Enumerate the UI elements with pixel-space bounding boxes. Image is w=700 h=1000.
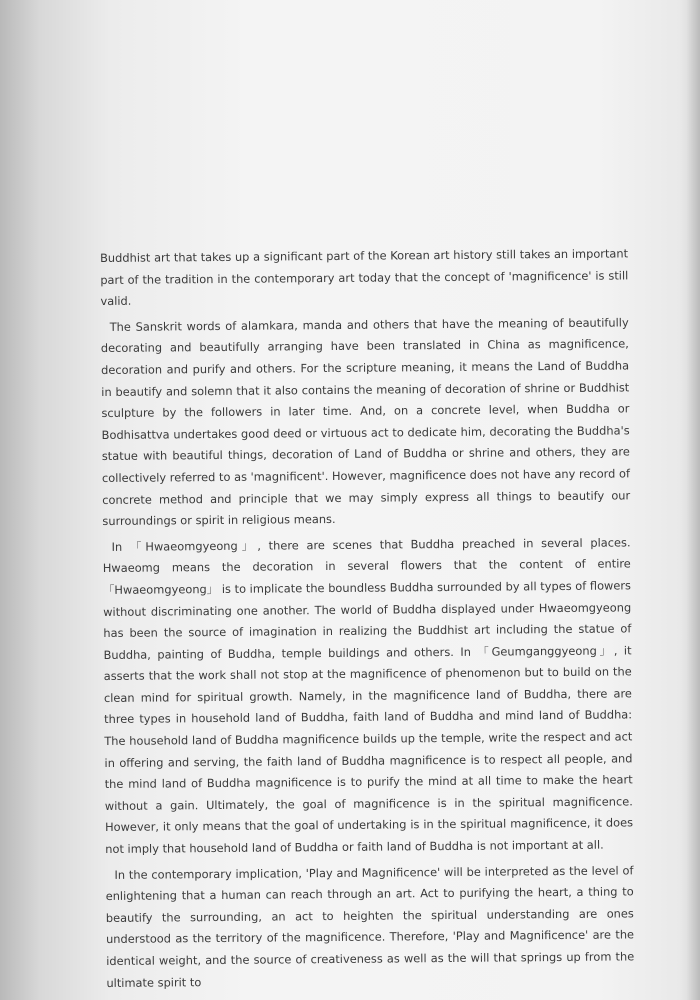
paragraph-1: Buddhist art that takes up a significant part of the Korean art history still takes an important part of the tradition in the contemporary art today that the concept of 'magnificence' is still valid. [100, 246, 629, 309]
paragraph-3: In 「Hwaeomgyeong」, there are scenes that Buddha preached in several places. Hwaeomg means the decoration in several flowers that the content of entire 「Hwaeomgyeong」 is to implicate the boundless Buddha surrounded by all types of flowers without discriminating one another. The world of Buddha displayed under Hwaeomgyeong has been the source of imagination in realizing the Buddhist art including the statue of Buddha, painting of Buddha, temple buildings and others. In 「Geumganggyeong」, it asserts that the work shall not stop at the magnificence of phenomenon but to build on the clean mind for spiritual growth. Namely, in the magnificence land of Buddha, there are three types in household land of Buddha, faith land of Buddha and mind land of Buddha: The household land of Buddha magnificence builds up the temple, write the respect and act in offering and serving, the faith land of Buddha magnificence is to respect all people, and the mind land of Buddha magnificence is to purify the mind at all time to make the heart without a gain. Ultimately, the goal of magnificence is in the spiritual magnificence. However, it only means that the goal of undertaking is in the spiritual magnificence, it does not imply that household land of Buddha or faith land of Buddha is not important at all. [102, 535, 634, 857]
body-text [100, 243, 635, 998]
paragraph-4: In the contemporary implication, 'Play and Magnificence' will be interpreted as the level of enlightening that a human can reach through an art. Act to purifying the heart, a thing to beautify the surrounding, an act to heighten the spiritual understanding are ones understood as the territory of the magnificence. Therefore, 'Play and Magnificence' are the identical weight, and the source of creativeness as well as the will that springs up from the ultimate spirit to [105, 862, 635, 990]
paragraph-2: The Sanskrit words of alamkara, manda and others that have the meaning of beautifully decorating and beautifully arranging have been translated in China as magnificence, decoration and purify and others. For the scripture meaning, it means the Land of Buddha in beautify and solemn that it also contains the meaning of decoration of shrine or Buddhist sculpture by the followers in later time. And, on a concrete level, when Buddha or Bodhisattva undertakes good deed or virtuous act to dedicate him, decorating the Buddha's statue with beautiful things, decoration of Land of Buddha or shrine and others, they are collectively referred to as 'magnificent'. However, magnificence does not have any record of concrete method and principle that we may simply express all things to beautify our surroundings or spirit in religious means. [100, 315, 631, 529]
page-edge-shadow [686, 0, 700, 1000]
